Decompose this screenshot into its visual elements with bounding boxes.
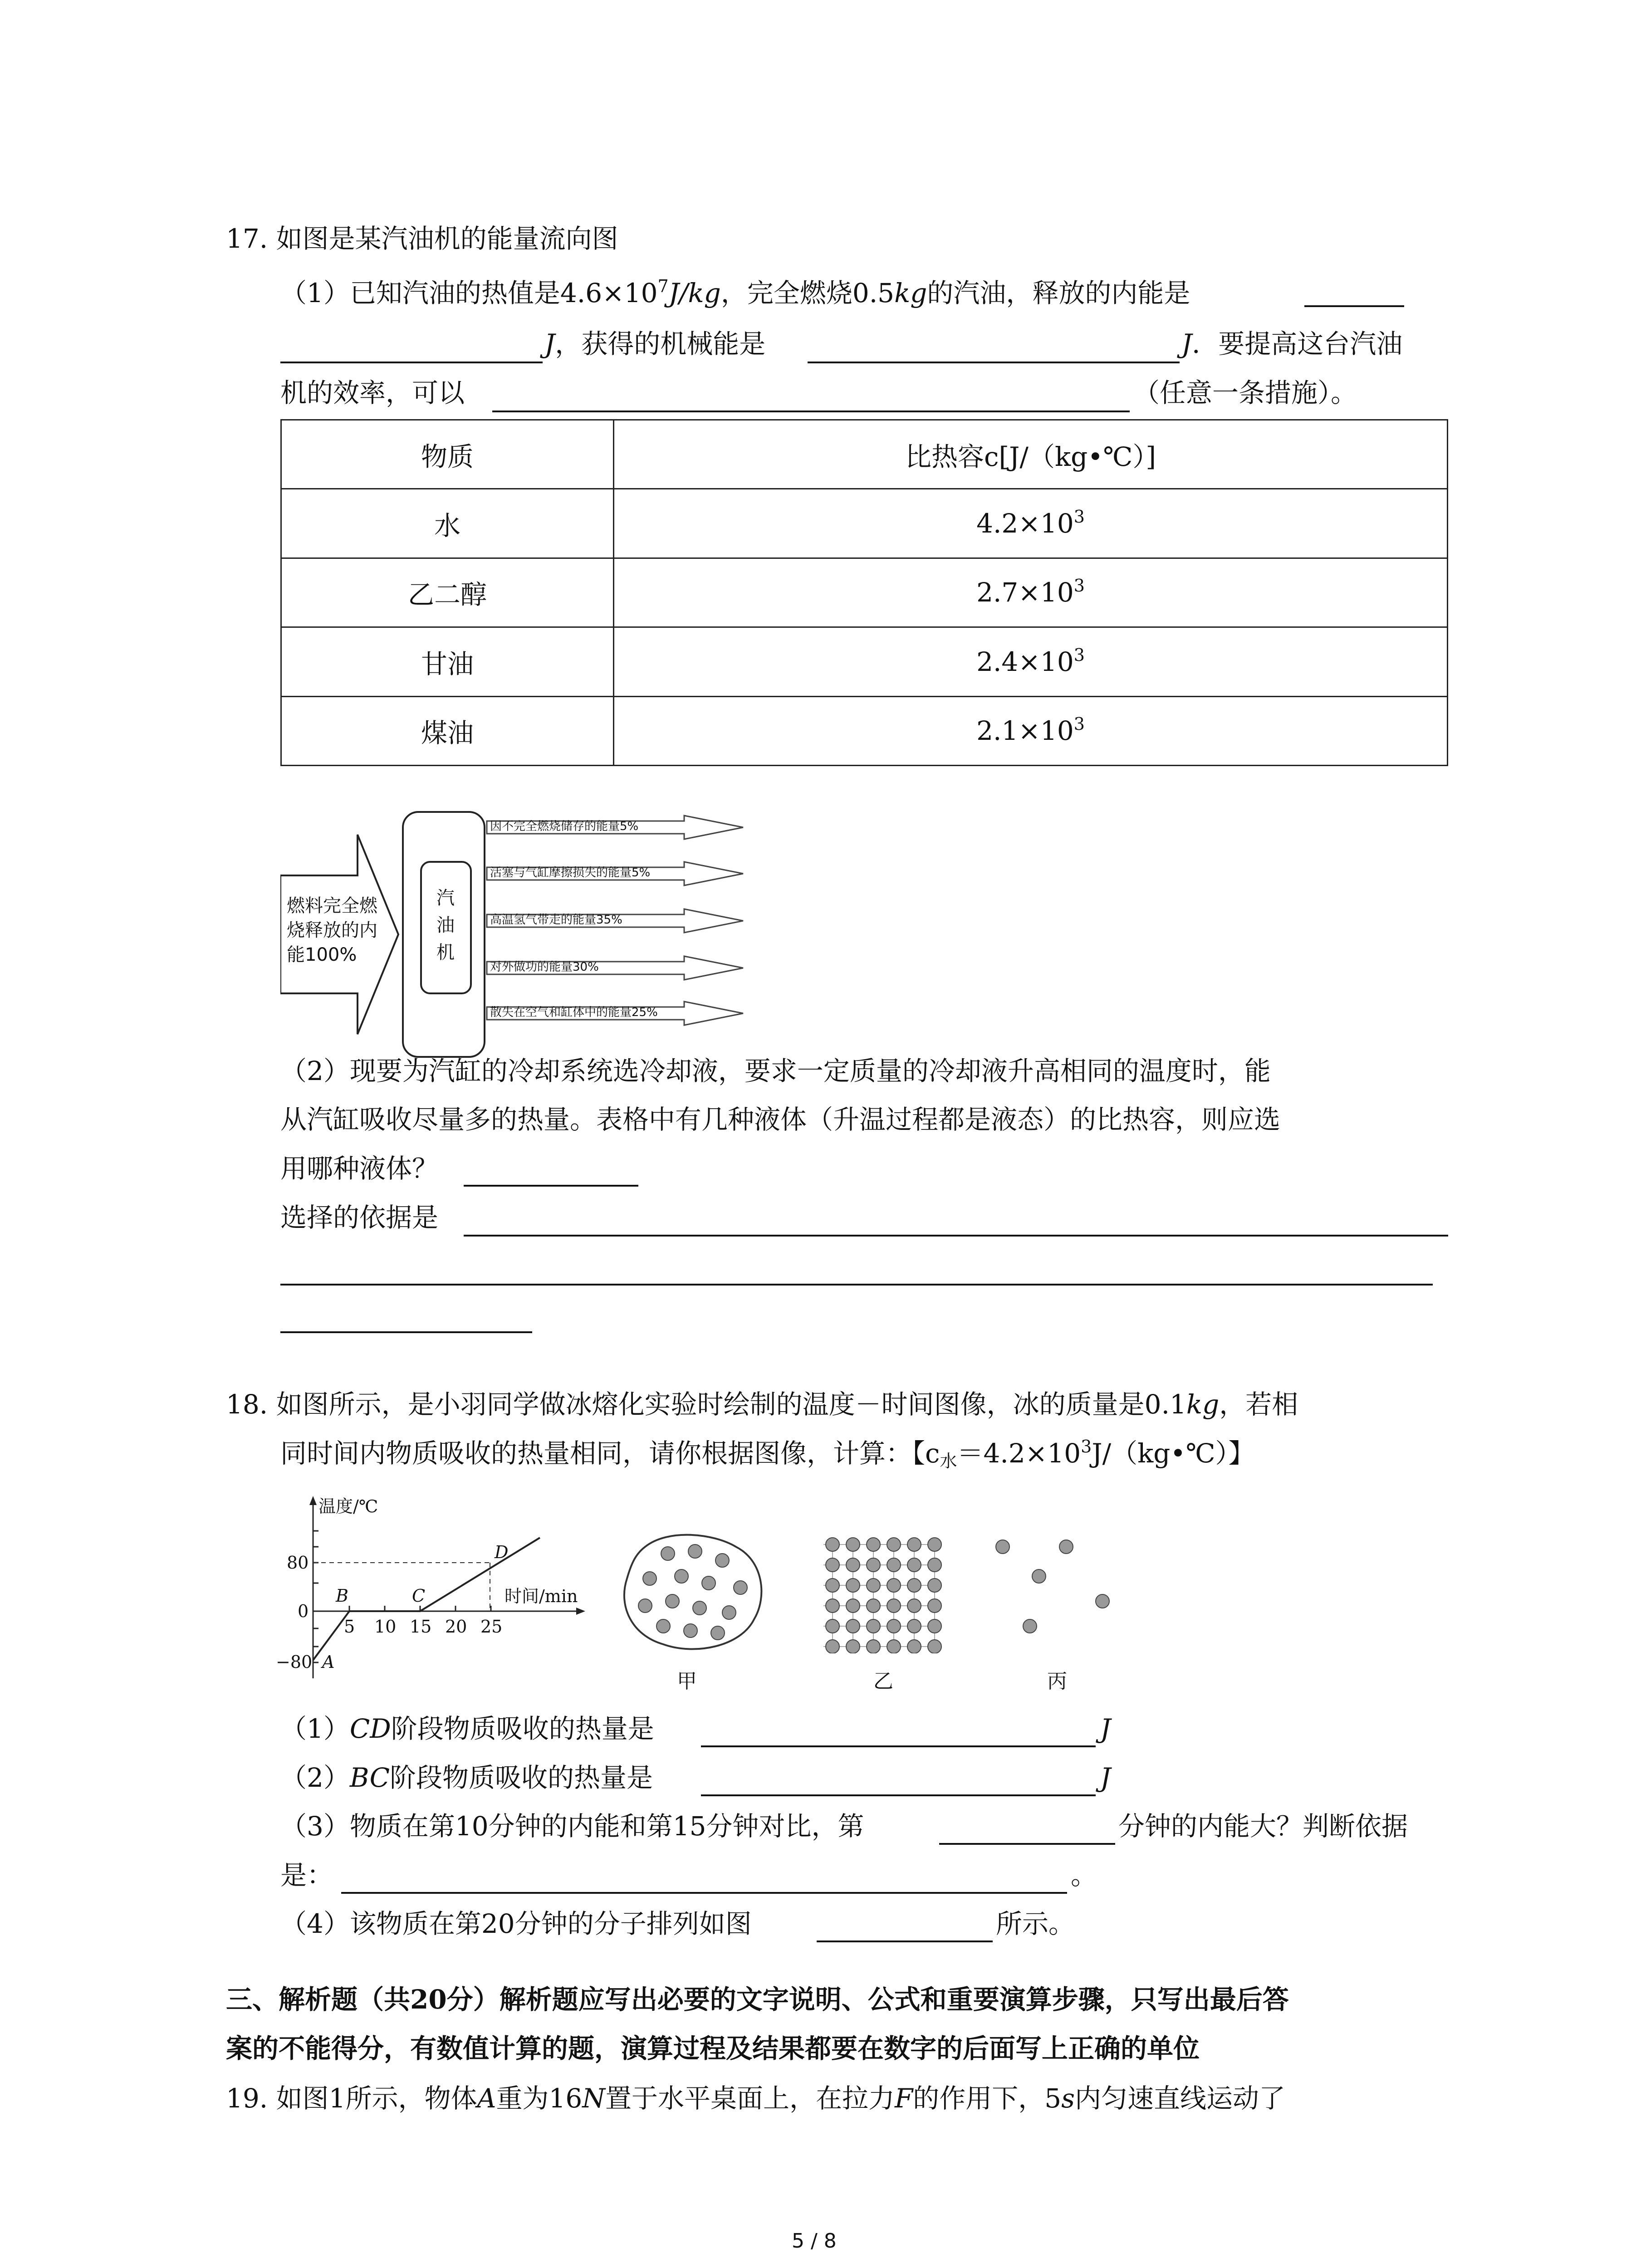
lattice-molecule — [826, 1619, 839, 1633]
output-label-3: 高温氢气带走的能量35% — [490, 913, 622, 927]
q18-sub1: （1）CD阶段物质吸收的热量是 — [280, 1713, 654, 1744]
answer-blank-minute[interactable] — [939, 1843, 1115, 1845]
q18-line2: 同时间内物质吸收的热量相同，请你根据图像，计算：【$c_水=4.2\times 10^3J/(kg•℃)$】 — [280, 1437, 1255, 1471]
graph-point-b: B — [336, 1586, 348, 1606]
lattice-molecule — [887, 1558, 901, 1572]
answer-blank-figure[interactable] — [817, 1941, 993, 1942]
lattice-molecule — [887, 1599, 901, 1613]
energy-flow-diagram — [280, 807, 770, 1061]
q18-sub3-line1b: 分钟的内能大？判断依据 — [1118, 1811, 1408, 1842]
table-row — [281, 627, 1448, 696]
q17-part1-line1: （1）已知汽油的热值是$4.6\times 10^7J/kg$，完全燃烧0.5kg的汽油，释放的内能是 — [280, 276, 1190, 308]
answer-blank-mechanical-energy[interactable] — [808, 362, 1180, 363]
table-row — [281, 696, 1448, 765]
answer-blank-reason-line1[interactable] — [464, 1235, 1448, 1237]
output-label-2: 活塞与气缸摩擦损失的能量5% — [490, 866, 651, 880]
table-header-row — [281, 420, 1448, 489]
input-label: 燃料完全燃 烧释放的内 能100% — [287, 895, 377, 965]
table-row — [281, 489, 1448, 558]
lattice-molecule — [867, 1579, 880, 1592]
molecule-figure-jia — [618, 1529, 768, 1656]
lattice-molecule — [867, 1640, 880, 1653]
lattice-molecule — [887, 1619, 901, 1633]
lattice-molecule — [907, 1640, 921, 1653]
figure-label-bing: 丙 — [1047, 1670, 1067, 1693]
table-cell-value: $2.4\times 10^3$ — [614, 627, 1448, 696]
section3-heading-line2: 案的不能得分，有数值计算的题，演算过程及结果都要在数字的后面写上正确的单位 — [226, 2033, 1200, 2064]
answer-blank-efficiency-measure[interactable] — [492, 411, 1130, 412]
q17-part2-line4: 选择的依据是 — [280, 1202, 439, 1233]
lattice-molecule — [928, 1558, 941, 1572]
q18-sub4a: （4）该物质在第20分钟的分子排列如图 — [280, 1908, 752, 1939]
lattice-molecule — [928, 1579, 941, 1592]
table-cell-name: 乙二醇 — [281, 558, 614, 627]
lattice-molecule — [907, 1619, 921, 1633]
lattice-molecule — [826, 1640, 839, 1653]
lattice-molecule — [867, 1619, 880, 1633]
table-row — [281, 558, 1448, 627]
q17-part2-line2: 从汽缸吸收尽量多的热量。表格中有几种液体（升温过程都是液态）的比热容，则应选 — [280, 1104, 1281, 1135]
lattice-molecule — [907, 1538, 921, 1551]
graph-y0: 0 — [298, 1601, 309, 1621]
q18-sub3-line2a: 是： — [280, 1860, 333, 1891]
graph-xtick-25: 25 — [480, 1617, 503, 1637]
lattice-molecule — [928, 1599, 941, 1613]
table-cell-value: $4.2\times 10^3$ — [614, 489, 1448, 558]
graph-xlabel: 时间/min — [505, 1586, 578, 1606]
table-cell-value: $2.7\times 10^3$ — [614, 558, 1448, 627]
answer-blank-reason-line2[interactable] — [280, 1284, 1433, 1286]
output-label-1: 因不完全燃烧储存的能量5% — [490, 820, 639, 833]
lattice-molecule — [826, 1579, 839, 1592]
answer-blank-cd-heat[interactable] — [701, 1745, 1096, 1747]
answer-blank-coolant[interactable] — [464, 1185, 638, 1187]
molecule-figure-yi — [819, 1535, 946, 1653]
graph-yneg80: −80 — [276, 1652, 313, 1672]
temperature-time-graph — [268, 1492, 594, 1687]
q18-sub3-line2b: 。 — [1071, 1860, 1097, 1891]
table-cell-name: 甘油 — [281, 627, 614, 696]
page-number: 5 / 8 — [792, 2229, 837, 2253]
graph-ylabel: 温度/℃ — [318, 1496, 378, 1516]
table-header-substance: 物质 — [281, 420, 614, 489]
specific-heat-table — [280, 419, 1448, 766]
table-cell-value: $2.1\times 10^3$ — [614, 696, 1448, 765]
lattice-molecule — [846, 1640, 860, 1653]
graph-point-c: C — [412, 1586, 426, 1606]
figure-label-yi: 乙 — [873, 1670, 893, 1693]
lattice-molecule — [867, 1599, 880, 1613]
graph-xtick-20: 20 — [445, 1617, 467, 1637]
lattice-molecule — [928, 1619, 941, 1633]
lattice-molecule — [846, 1579, 860, 1592]
engine-label: 汽 油 机 — [436, 888, 455, 963]
lattice-molecule — [887, 1579, 901, 1592]
output-label-5: 散失在空气和缸体中的能量25% — [490, 1006, 658, 1019]
table-cell-name: 煤油 — [281, 696, 614, 765]
graph-xtick-15: 15 — [410, 1617, 432, 1637]
lattice-molecule — [867, 1538, 880, 1551]
output-label-4: 对外做功的能量30% — [490, 960, 599, 974]
lattice-molecule — [846, 1558, 860, 1572]
graph-xtick-5: 5 — [344, 1617, 355, 1637]
table-header-specific-heat: 比热容c[J/（kg•℃）] — [614, 420, 1448, 489]
lattice-molecule — [907, 1558, 921, 1572]
graph-y80: 80 — [287, 1553, 309, 1573]
lattice-molecule — [846, 1599, 860, 1613]
table-cell-name: 水 — [281, 489, 614, 558]
q18-sub2: （2）BC阶段物质吸收的热量是 — [280, 1762, 653, 1793]
lattice-molecule — [928, 1640, 941, 1653]
lattice-molecule — [846, 1619, 860, 1633]
q17-part1-line3b: （任意一条措施）。 — [1133, 377, 1357, 408]
q17-part2-line3: 用哪种液体？ — [280, 1153, 439, 1184]
q17-part1-line2b: J．要提高这台汽油 — [1181, 328, 1403, 359]
graph-point-d: D — [495, 1542, 509, 1562]
lattice-molecule — [887, 1640, 901, 1653]
q17-title: 17. 如图是某汽油机的能量流向图 — [226, 223, 618, 254]
lattice-molecule — [846, 1538, 860, 1551]
answer-blank-reason-line3[interactable] — [280, 1331, 532, 1333]
q17-part2-line1: （2）现要为汽缸的冷却系统选冷却液，要求一定质量的冷却液升高相同的温度时，能 — [280, 1056, 1271, 1086]
lattice-molecule — [907, 1579, 921, 1592]
answer-blank-heat-released[interactable] — [1304, 305, 1404, 307]
q18-sub4b: 所示。 — [996, 1908, 1075, 1939]
answer-blank-judgement[interactable] — [341, 1892, 1067, 1894]
q17-part1-line3a: 机的效率，可以 — [280, 377, 465, 408]
figure-label-jia: 甲 — [677, 1670, 697, 1693]
q17-part1-line2a: J，获得的机械能是 — [544, 328, 766, 359]
section3-heading-line1: 三、解析题（共20分）解析题应写出必要的文字说明、公式和重要演算步骤，只写出最后答 — [226, 1984, 1289, 2015]
lattice-molecule — [928, 1538, 941, 1551]
graph-point-a: A — [322, 1652, 335, 1672]
lattice-molecule — [826, 1599, 839, 1613]
answer-blank-bc-heat[interactable] — [701, 1794, 1096, 1796]
answer-blank-heat-released-cont[interactable] — [280, 362, 543, 363]
q19-line1: 19. 如图1所示，物体A重为16N置于水平桌面上，在拉力F的作用下，5s内匀速直线运动了 — [226, 2083, 1285, 2114]
q18-line1: 18. 如图所示，是小羽同学做冰熔化实验时绘制的温度－时间图像，冰的质量是0.1kg，若相 — [226, 1389, 1298, 1420]
lattice-molecule — [867, 1558, 880, 1572]
q18-sub1-unit: J — [1100, 1713, 1111, 1744]
lattice-molecule — [826, 1538, 839, 1551]
graph-xtick-10: 10 — [374, 1617, 397, 1637]
q18-sub2-unit: J — [1100, 1762, 1111, 1793]
lattice-molecule — [887, 1538, 901, 1551]
lattice-molecule — [907, 1599, 921, 1613]
molecule-figure-bing — [985, 1533, 1121, 1651]
q18-sub3-line1a: （3）物质在第10分钟的内能和第15分钟对比，第 — [280, 1811, 864, 1842]
lattice-molecule — [826, 1558, 839, 1572]
